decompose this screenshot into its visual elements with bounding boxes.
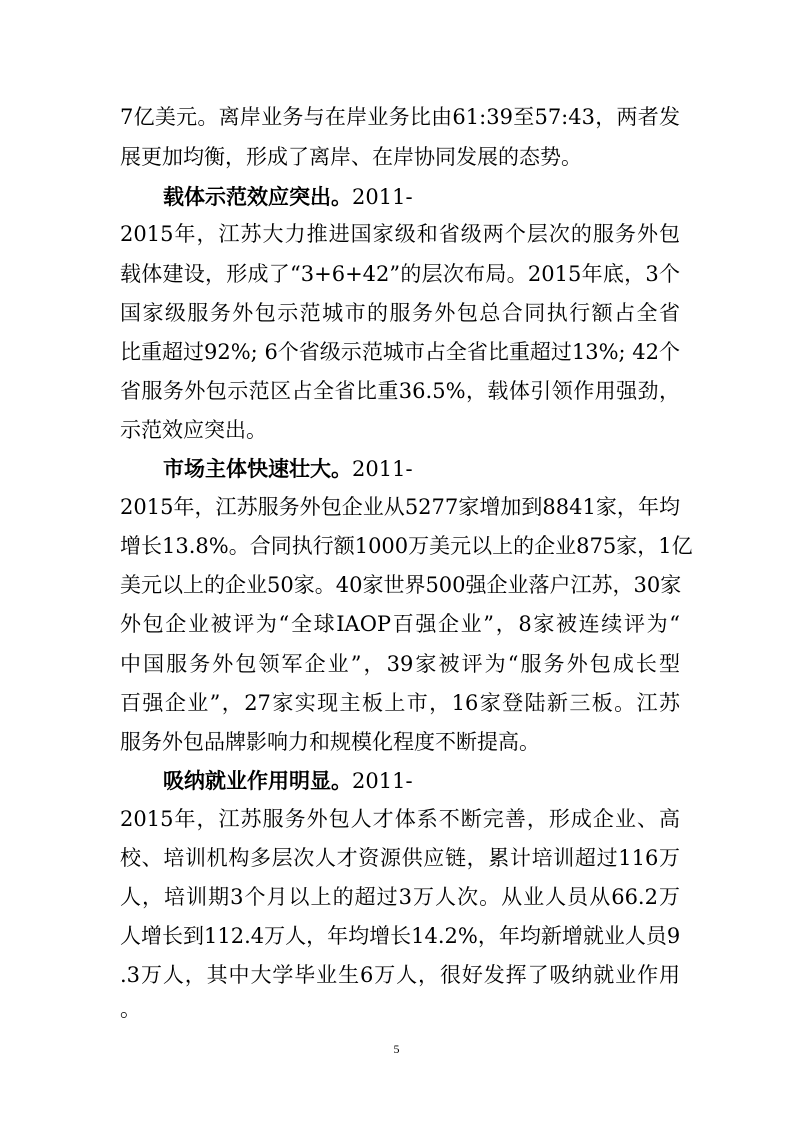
section-heading: 载体示范效应突出。 <box>163 184 352 209</box>
section-heading-line <box>163 456 683 482</box>
section-heading-line <box>163 184 683 210</box>
text-line: 校、培训机构多层次人才资源供应链，累计培训超过116万 <box>120 846 680 870</box>
text-line: 展更加均衡，形成了离岸、在岸协同发展的态势。 <box>120 145 582 169</box>
text-line: 载体建设，形成了“3+6+42”的层次布局。2015年底，3个 <box>120 262 680 286</box>
heading-year: 2011- <box>352 457 413 481</box>
text-line: 外包企业被评为“全球IAOP百强企业”，8家被连续评为“ <box>120 612 680 636</box>
section-heading: 吸纳就业作用明显。 <box>163 768 352 793</box>
heading-year: 2011- <box>352 769 413 793</box>
text-line: 。 <box>120 997 141 1021</box>
section-heading: 市场主体快速壮大。 <box>163 456 352 481</box>
text-line: 比重超过92%; 6个省级示范城市占全省比重超过13%; 42个 <box>120 340 680 364</box>
text-line: 2015年，江苏服务外包企业从5277家增加到8841家，年均 <box>120 495 680 519</box>
text-line: .3万人，其中大学毕业生6万人，很好发挥了吸纳就业作用 <box>120 963 680 987</box>
text-line: 中国服务外包领军企业”，39家被评为“服务外包成长型 <box>120 652 680 676</box>
text-line: 7亿美元。离岸业务与在岸业务比由61:39至57:43，两者发 <box>120 105 680 129</box>
text-line: 省服务外包示范区占全省比重36.5%，载体引领作用强劲， <box>120 379 680 403</box>
text-line: 服务外包品牌影响力和规模化程度不断提高。 <box>120 730 540 754</box>
text-line: 2015年，江苏服务外包人才体系不断完善，形成企业、高 <box>120 807 680 831</box>
text-line: 人，培训期3个月以上的超过3万人次。从业人员从66.2万 <box>120 885 680 909</box>
text-line: 人增长到112.4万人，年均增长14.2%，年均新增就业人员9 <box>120 924 681 948</box>
text-line: 2015年，江苏大力推进国家级和省级两个层次的服务外包 <box>120 222 680 246</box>
heading-year: 2011- <box>352 185 413 209</box>
text-line: 示范效应突出。 <box>120 418 267 442</box>
text-line: 美元以上的企业50家。40家世界500强企业落户江苏，30家 <box>120 573 682 597</box>
page-number: 5 <box>393 1042 400 1056</box>
text-line: 增长13.8%。合同执行额1000万美元以上的企业875家，1亿 <box>120 534 693 558</box>
section-heading-line <box>163 768 683 794</box>
text-line: 国家级服务外包示范城市的服务外包总合同执行额占全省 <box>120 301 680 325</box>
text-line: 百强企业”，27家实现主板上市，16家登陆新三板。江苏 <box>120 691 680 715</box>
